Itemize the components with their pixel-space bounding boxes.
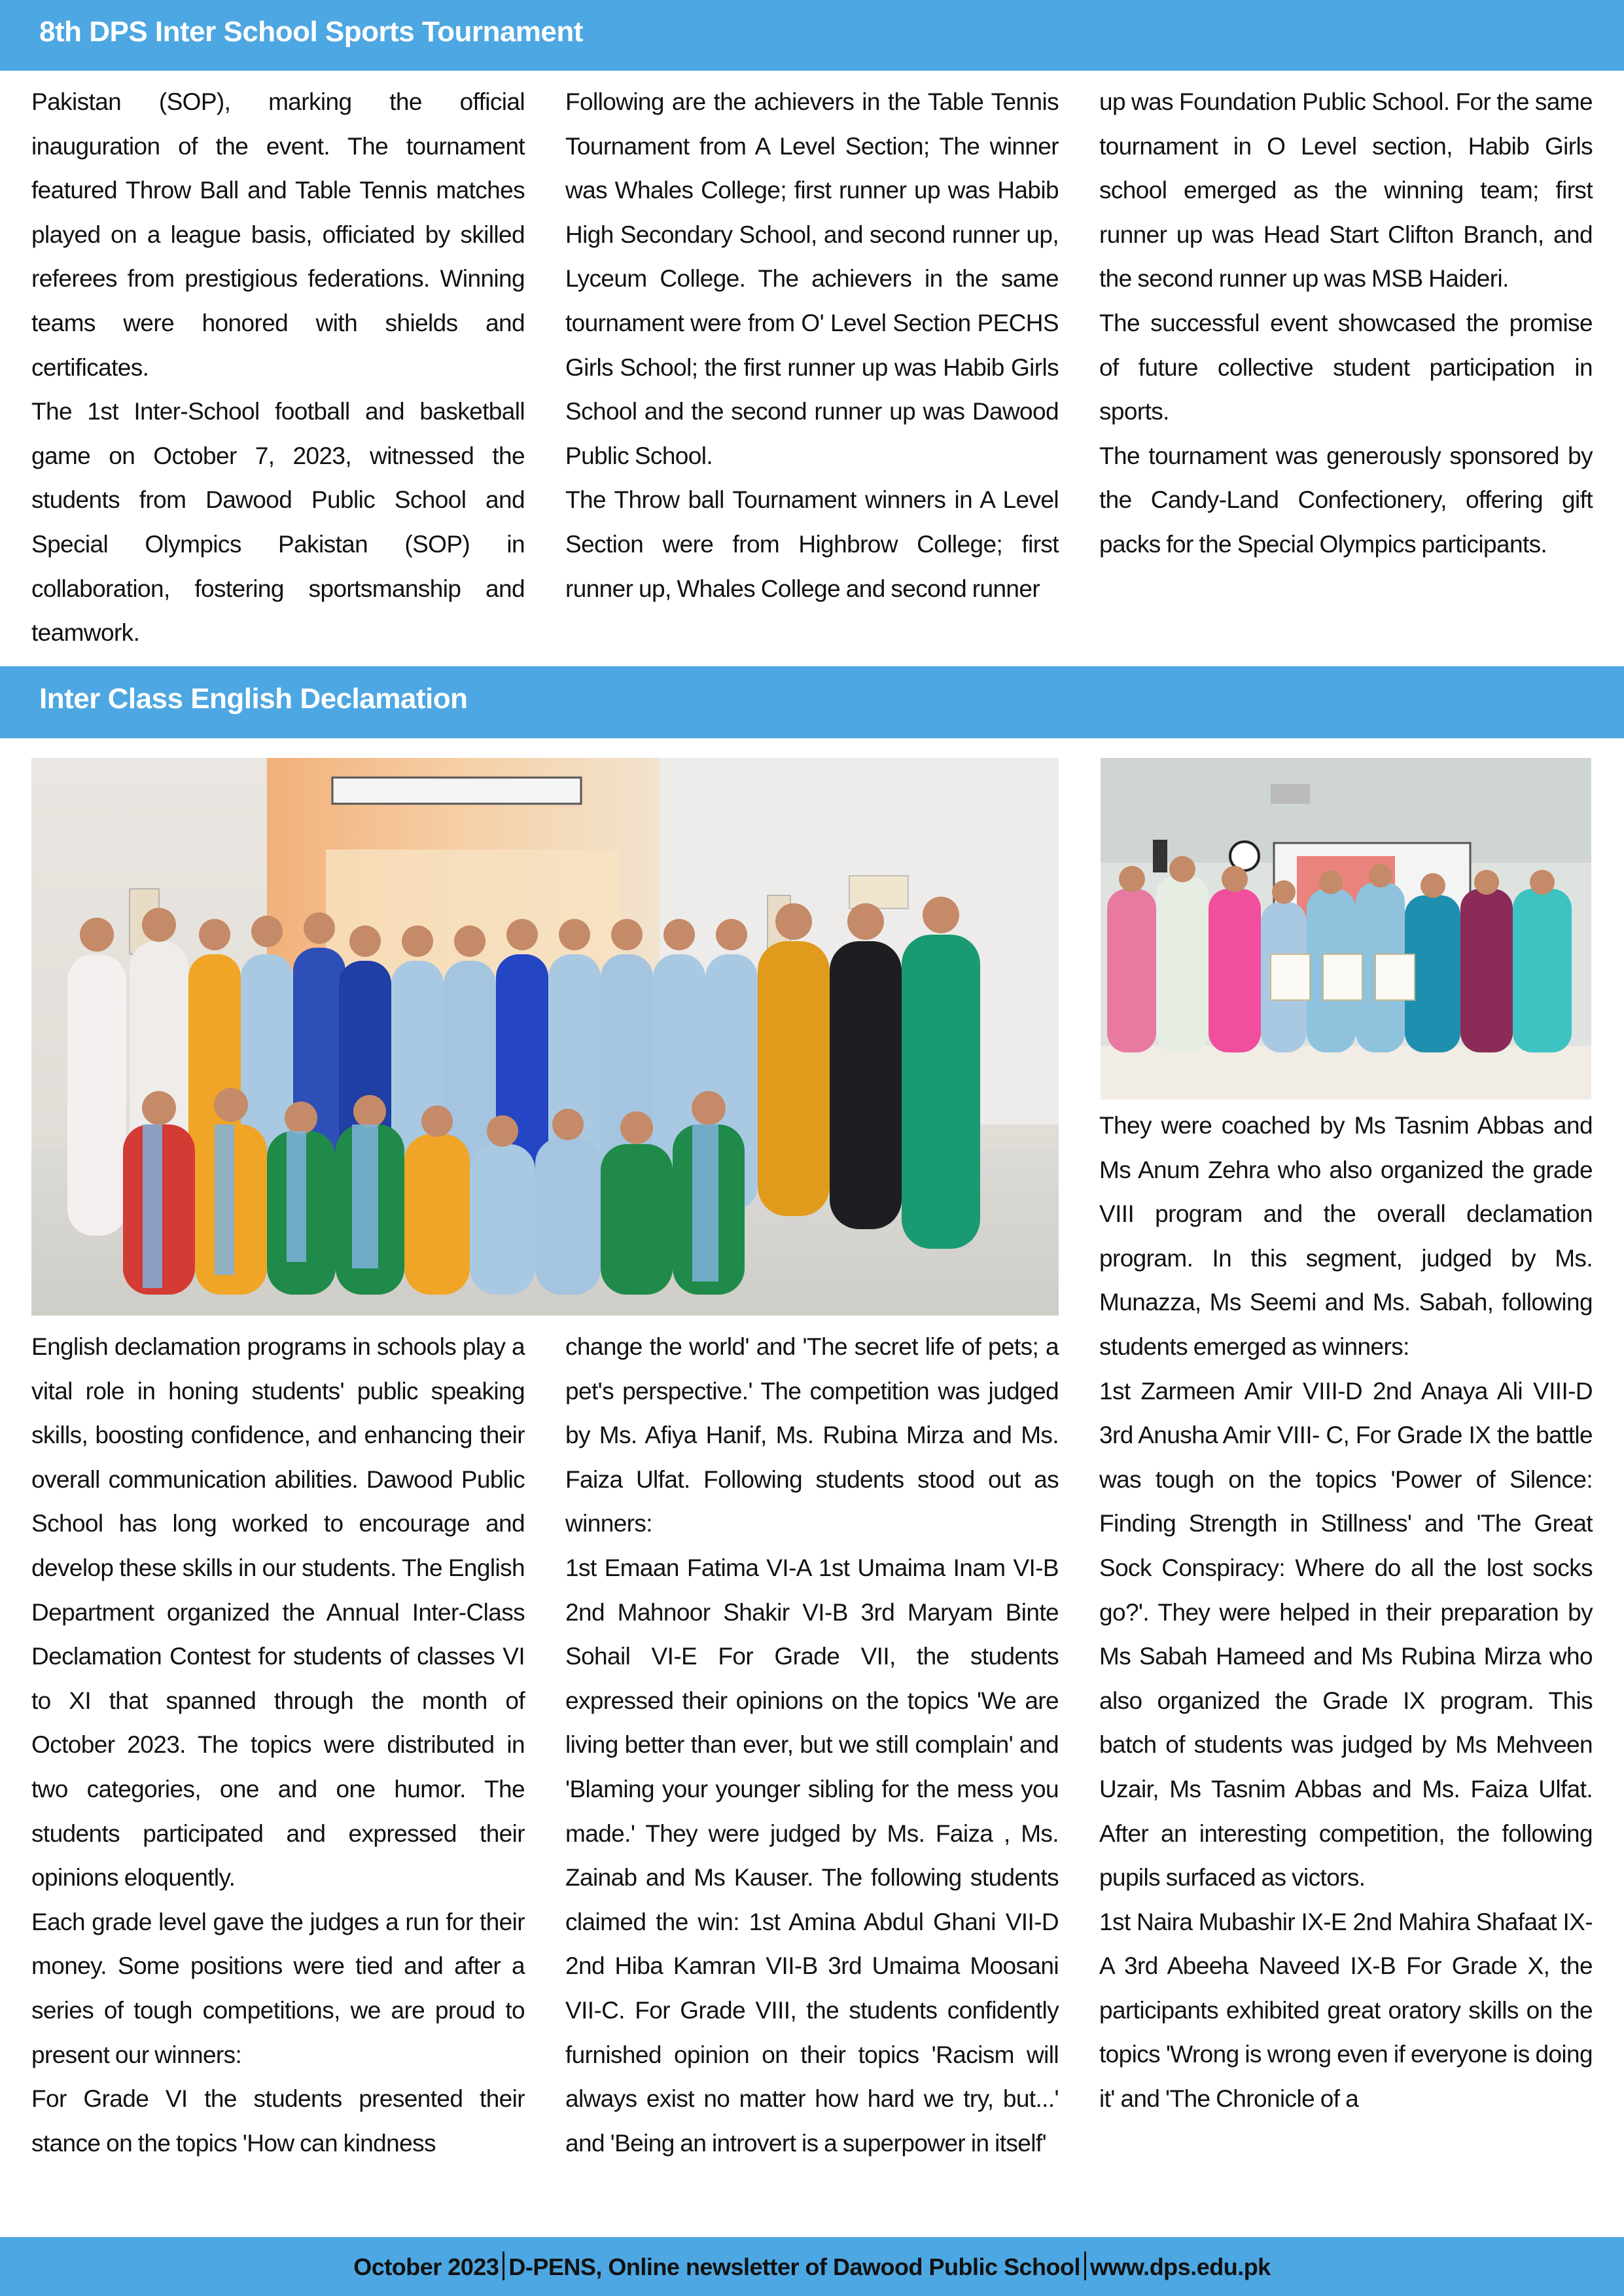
paragraph: 1st Zarmeen Amir VIII-D 2nd Anaya Ali VIII-D 3rd Anusha Amir VIII- C, For Grade IX the battle was tough on the topics 'Power of Silence: Finding Strength in Stillness' and 'The Great Sock Conspiracy: Where do all the lost socks go?'. They were helped in their preparation by Ms Sabah Hameed and Ms Rubina Mirza who also organized the Grade IX program. This batch of students was judged by Ms Mehveen Uzair, Ms Tasnim Abbas and Ms. Faiza Ulfat. After an interesting competition, the following pupils surfaced as victors. (1099, 1377, 1593, 1892)
paragraph: 1st Naira Mubashir IX-E 2nd Mahira Shafaat IX-A 3rd Abeeha Naveed IX-B For Grade X, the participants exhibited great oratory skills on the topics 'Wrong is wrong even if everyone is doing it' and 'The Chronicle of a (1099, 1908, 1593, 2113)
paragraph: English declamation programs in schools play a vital role in honing students' public speaking skills, boosting confidence, and enhancing their overall communication abilities. Dawood Public School has long worked to encourage and develop these skills in our students. The English Department organized the Annual Inter-Class Declamation Contest for students of classes VI to XI that spanned through the month of October 2023. The topics were distributed in two categories, one and one humor. The students participated and expressed their opinions eloquently. (31, 1333, 525, 1892)
paragraph: The successful event showcased the promise of future collective student participation in sports. (1099, 309, 1593, 425)
paragraph: The Throw ball Tournament winners in A Level Section were from Highbrow College; first runner up, Whales College and second runner (565, 486, 1059, 602)
section-header-sports (0, 0, 1624, 71)
section-header-declamation (0, 666, 1624, 738)
declamation-column-1 (31, 1325, 525, 2165)
group-photo-spelling-bee (31, 758, 1059, 1316)
paragraph: change the world' and 'The secret life of pets; a pet's perspective.' The competition was judged by Ms. Afiya Hanif, Ms. Rubina Mirza and Ms. Faiza Ulfat. Following students stood out as winners: (565, 1333, 1059, 1537)
sports-column-1 (31, 80, 525, 655)
footer-newsletter: D-PENS, Online newsletter of Dawood Public School (508, 2253, 1081, 2280)
sports-column-3 (1099, 80, 1593, 567)
footer-separator (503, 2251, 504, 2280)
paragraph: The 1st Inter-School football and basketball game on October 7, 2023, witnessed the students from Dawood Public School and Special Olympics Pakistan (SOP) in collaboration, fostering sportsmanship and teamwork. (31, 398, 525, 647)
declamation-column-2 (565, 1325, 1059, 2165)
section-title: Inter Class English Declamation (39, 683, 468, 715)
footer-date: October 2023 (353, 2253, 499, 2280)
paragraph: The tournament was generously sponsored by the Candy-Land Confectionery, offering gift packs for the Special Olympics participants. (1099, 442, 1593, 558)
footer-website-link[interactable]: www.dps.edu.pk (1090, 2253, 1271, 2280)
paragraph: For Grade VI the students presented their stance on the topics 'How can kindness (31, 2085, 525, 2157)
declamation-column-3 (1099, 1103, 1593, 2121)
footer-bar (0, 2237, 1624, 2296)
paragraph: Following are the achievers in the Table Tennis Tournament from A Level Section; The winner was Whales College; first runner up was Habib High Secondary School, and second runner up, Lyceum College. The achievers in the same tournament were from O' Level Section PECHS Girls School; the first runner up was Habib Girls School and the second runner up was Dawood Public School. (565, 88, 1059, 469)
paragraph: Each grade level gave the judges a run for their money. Some positions were tied and after a series of tough competitions, we are proud to present our winners: (31, 1908, 525, 2068)
paragraph: Pakistan (SOP), marking the official inauguration of the event. The tournament featured Throw Ball and Table Tennis matches played on a league basis, officiated by skilled referees from prestigious federations. Winning teams were honored with shields and certificates. (31, 88, 525, 381)
paragraph: up was Foundation Public School. For the same tournament in O Level section, Habib Girls school emerged as the winning team; first runner up was Head Start Clifton Branch, and the second runner up was MSB Haideri. (1099, 88, 1593, 293)
footer-separator (1084, 2251, 1086, 2280)
paragraph: 1st Emaan Fatima VI-A 1st Umaima Inam VI-B 2nd Mahnoor Shakir VI-B 3rd Maryam Binte Sohail VI-E For Grade VII, the students expressed their opinions on the topics 'We are living better than ever, but we still complain' and 'Blaming your younger sibling for the mess you made.' They were judged by Ms. Faiza , Ms. Zainab and Ms Kauser. The following students claimed the win: 1st Amina Abdul Ghani VII-D 2nd Hiba Kamran VII-B 3rd Umaima Moosani VII-C. For Grade VIII, the students confidently furnished opinion on their topics 'Racism will always exist no matter how hard we try, but...' and 'Being an introvert is a superpower in itself' (565, 1554, 1059, 2157)
certificate-photo (1101, 758, 1591, 1100)
sports-column-2 (565, 80, 1059, 611)
paragraph: They were coached by Ms Tasnim Abbas and Ms Anum Zehra who also organized the grade VIII program and the overall declamation program. In this segment, judged by Ms. Munazza, Ms Seemi and Ms. Sabah, following students emerged as winners: (1099, 1112, 1593, 1360)
footer-text (0, 2251, 1624, 2281)
section-title: 8th DPS Inter School Sports Tournament (39, 16, 583, 48)
